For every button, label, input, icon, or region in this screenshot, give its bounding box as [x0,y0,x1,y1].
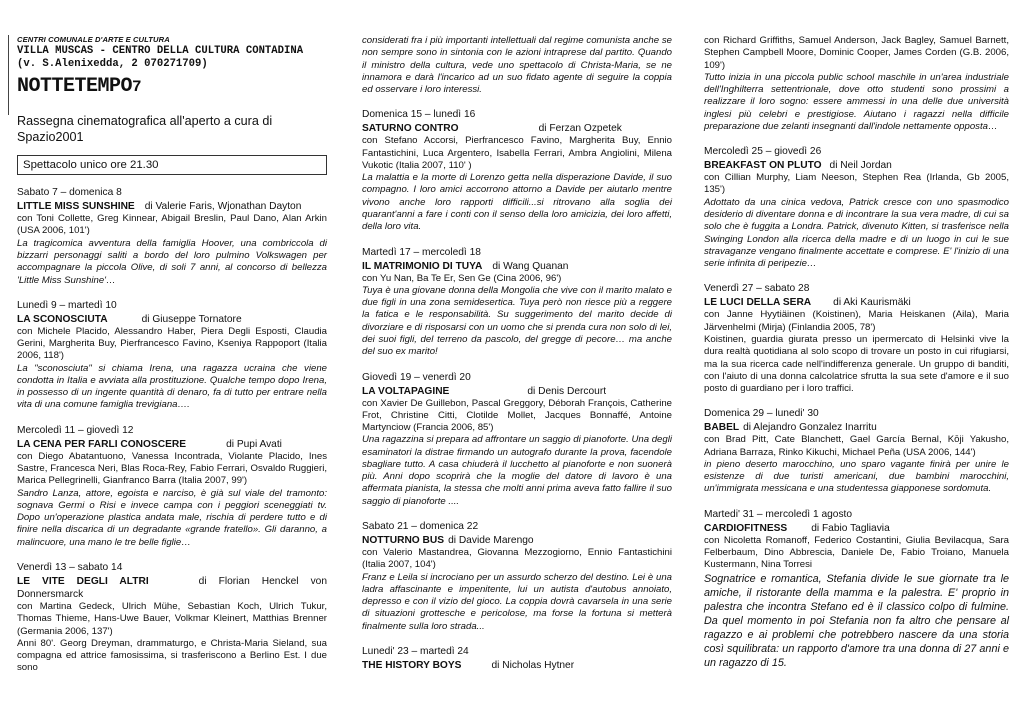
film-line [362,659,672,672]
film-director: di Valerie Faris, Wjonathan Dayton [144,201,302,213]
film-date: Venerdì 13 – sabato 14 [17,561,123,573]
film-cast: con Janne Hyytiäinen (Koistinen), Maria Heiskanen (Aila), Maria Järvenhelmi (Mirja) (Finlandia 2005, 78') [704,309,1009,333]
film-synopsis: Anni 80'. Georg Dreyman, drammaturgo, e Christa-Maria Sieland, sua compagna ed attrice famosissima, si trasferiscono a Berlino Est. I due sono [17,637,327,674]
film-director: di Alejandro Gonzalez Inarritu [743,422,877,434]
film-date: Martedì 17 – mercoledì 18 [362,246,481,258]
film-entry [362,645,672,672]
film-synopsis: in pieno deserto marocchino, uno sparo vagante finirà per unire le esistenze di due turisti americani, due bambini marocchini, un'immigrata messicana e una studentessa giapponese sordomuta. [704,458,1009,495]
film-entry [362,108,672,233]
film-date: Sabato 21 – domenica 22 [362,520,479,532]
film-director: di Ferzan Ozpetek [538,123,622,135]
film-synopsis: Una ragazzina si prepara ad affrontare un saggio di pianoforte. Una degli esaminatori la distrae firmando un autografo durante la prova, facendole sbagliare tutto. A casa chiuderà il lucchetto al pianoforte e non suonerà più. Anni dopo scoprirà che la moglie del datore di lavoro è una affermata pianista, la stessa che molti anni prima aveva fatto fallire il suo saggio di pianoforte .... [362,434,672,507]
film-date: Domenica 15 – lunedì 16 [362,109,476,121]
film-line [362,260,672,273]
film-date: Giovedì 19 – venerdì 20 [362,371,471,383]
showtime-box: Spettacolo unico ore 21.30 [17,155,327,176]
film-date: Lunedì 9 – martedì 10 [17,299,117,311]
film-cast: con Yu Nan, Ba Te Er, Sen Ge (Cina 2006, 96') [362,272,562,284]
brand-year: 7 [132,78,142,97]
film-line [362,534,672,547]
film-synopsis: La "sconosciuta" si chiama Irena, una ragazza ucraina che viene condotta in Italia e avviata alla prostituzione. Qualche tempo dopo Irena, in possesso di un ingente quantità di denaro, fa di tutto per entrare nella vita di una comune famiglia trevigiana…. [17,362,327,411]
column-2 [362,35,672,684]
film-cast: con Nicoletta Romanoff, Federico Costantini, Giulia Bevilacqua, Sara Felberbaum, Dino Abbrescia, Daniele De, Fabio Troiano, Manuela Kustermann, Nina Torresi [704,534,1009,571]
film-title: SATURNO CONTRO [362,123,459,135]
column-1 [17,35,327,687]
film-cast: con Stefano Accorsi, Pierfrancesco Favino, Margherita Buy, Ennio Fantastichini, Luca Argentero, Isabella Ferrari, Ambra Angiolini, Milena Vukotic (Italia 2007, 110' ) [362,135,672,171]
film-entry [362,371,672,508]
film-line [704,159,1009,172]
film-synopsis: La tragicomica avventura della famiglia Hoover, una combriccola di bizzarri personaggi saliti a bordo del loro pulmino Volkswagen per accompagnare la piccola Olive, di soli 7 anni, al concorso di bellezza 'Little Miss Sunshine'… [17,237,327,286]
film-director: di Wang Quanan [492,260,569,272]
venue-name: VILLA MUSCAS - CENTRO DELLA CULTURA CONTADINA (v. S.Alenixedda, 2 070271709) [17,44,304,70]
film-cast: con Cillian Murphy, Liam Neeson, Stephen Rea (Irlanda, Gb 2005, 135') [704,172,1009,196]
film-synopsis-continued: considerati fra i più importanti intellettuali dal regime comunista anche se non sempre sono in sintonia con le azioni intraprese dal partito. Quando il ministro della cultura, vede uno spettacolo di Christa-Maria, se ne innamora e darà l'incarico ad un suo fidato agente di seguire la coppia ed osservare i loro interessi. [362,35,672,96]
film-cast: con Michele Placido, Alessandro Haber, Piera Degli Esposti, Claudia Gerini, Margherita Buy, Pierfrancesco Favino, Kseniya Rappoport (Italia 2006, 118') [17,325,327,362]
film-title: LE LUCI DELLA SERA [704,297,812,309]
film-title: LE VITE DEGLI ALTRI [17,576,149,587]
film-entry [362,246,672,359]
film-cast: con Valerio Mastandrea, Giovanna Mezzogiorno, Ennio Fantastichini (Italia 2007, 104') [362,547,672,571]
film-date: Lunedi' 23 – martedì 24 [362,645,469,657]
film-cast: con Diego Abatantuono, Vanessa Incontrada, Violante Placido, Ines Sastre, Francesca Neri, Blas Roca-Rey, Fabio Ferrari, Osvaldo Ruggieri, Marica Pellegrinelli, Gianfranco Barra (Italia 2007, 99') [17,450,327,487]
film-title: IL MATRIMONIO DI TUYA [362,260,483,272]
film-title: CARDIOFITNESS [704,522,788,534]
film-line [362,122,672,135]
film-director: di Pupi Avati [226,438,282,450]
intro-text: Rassegna cinematografica all'aperto a cura di Spazio2001 [17,113,273,145]
film-title: LA SCONOSCIUTA [17,313,108,325]
film-line [17,575,327,601]
film-director: di Giuseppe Tornatore [141,313,242,325]
film-title: BABEL [704,422,740,434]
film-director: di Nicholas Hytner [491,659,575,671]
film-synopsis: Franz e Leila si incrociano per un assurdo scherzo del destino. Lei è una ladra affascinante e impenitente, lui un autista d'autobus annoiato, depresso e con il vizio del gioco. La coppia dovrà cavarsela in una serie di situazioni grottesche e pericolose, ma forse la fortuna si metterà finalmente sulla loro strada... [362,571,672,632]
film-synopsis: Adottato da una cinica vedova, Patrick cresce con uno spasmodico desiderio di diventare donna e di incontrare la sua vera madre, di cui sa solo che è fuggita a Londra. Patrick, divenuto Kitten, si trasferisce nella Swinging London alla ricerca della madre e di un luogo in cui le sue stravaganze vengano finalmente accettate e comprese. E' l'inizio di una serie infinita di peripezie… [704,196,1009,270]
film-entry [704,282,1009,395]
film-title: LITTLE MISS SUNSHINE [17,201,135,213]
film-director: di Fabio Tagliavia [811,522,890,534]
brand-name: NOTTETEMPO [17,75,133,99]
film-cast: con Brad Pitt, Cate Blanchett, Gael García Bernal, Kōji Yakusho, Adriana Barraza, Rinko Kikuchi, Michael Peña (USA 2006, 144') [704,434,1009,458]
film-line [17,438,327,451]
header-rule [8,35,9,115]
film-cast: con Toni Collette, Greg Kinnear, Abigail Breslin, Paul Dano, Alan Arkin (USA 2006, 101') [17,213,327,237]
film-title: LA VOLTAPAGINE [362,385,450,397]
film-line [704,522,1009,535]
film-synopsis: Koistinen, guardia giurata presso un ipermercato di Helsinki vive la dura realtà quotidiana al solo scopo di trovare un posto in cui rifugiarsi, ma la sua ricerca cade nell'indifferenza generale. Un gruppo di banditi, con l'aiuto di una donna calcolatrice sfrutta la sua sete d'amore e il suo posto di guardiano per i loro traffici. [704,333,1009,395]
film-entry [17,186,327,287]
film-entry-continued [704,35,1009,133]
film-entry [704,145,1009,270]
film-entry [704,508,1009,670]
film-line [17,313,327,326]
film-director: di Neil Jordan [829,160,892,172]
film-date: Mercoledì 25 – giovedì 26 [704,146,822,158]
film-cast: con Martina Gedeck, Ulrich Mühe, Sebastian Koch, Ulrich Tukur, Thomas Thieme, Hans-Uwe Bauer, Volkmar Kleinert, Matthias Brenner (Germania 2006, 137') [17,601,327,637]
film-synopsis: La malattia e la morte di Lorenzo getta nella disperazione Davide, il suo compagno. I loro amici accorrono attorno a Davide per aiutarlo mentre vivono anche loro rapporti difficili...si ritrovano alla soglia dei quarant'anni a fare i conti con il senso della loro amicizia, dei loro affetti, della loro vita. [362,172,672,233]
film-entry [17,424,327,549]
film-director: di Davide Marengo [448,535,534,547]
org-line: CENTRI COMUNALE D'ARTE E CULTURA [17,35,170,44]
column-3 [704,35,1009,682]
film-date: Mercoledì 11 – giovedì 12 [17,424,134,436]
film-date: Domenica 29 – lunedi' 30 [704,408,819,420]
film-cast-continued: con Richard Griffiths, Samuel Anderson, Jack Bagley, Samuel Barnett, Stephen Campbell Moore, Dominic Cooper, James Corden (G.B. 2006, 109') [704,35,1009,71]
film-date: Venerdì 27 – sabato 28 [704,283,810,295]
film-synopsis: Tuya è una giovane donna della Mongolia che vive con il marito malato e due figli in una zona semidesertica. Tuya però non riesce più a reggere la fatica e le responsabilità. Su suggerimento del marito decide di divorziare e di risposarsi con un uomo che si prenda cura non solo di lei, dei suoi figli, del terreno da pascolo, del gregge di pecore… ma anche del suo ex marito! [362,284,672,358]
film-entry [704,407,1009,495]
film-synopsis: Sandro Lanza, attore, egoista e narciso, è già sul viale del tramonto: sognava Germi o Risi e invece campa con i peggiori sceneggiati tv. Dopo un'operazione plastica andata male, rischia di perdere tutto e di finire nella discarica di un degradante «grande fratello». Gli daranno, a malincuore, una mano le tre belle figlie… [17,487,327,548]
film-line [704,421,1009,434]
film-cast: con Xavier De Guillebon, Pascal Greggory, Déborah François, Catherine Frot, Christine Citti, Clotilde Mollet, Jacques Bonnaffé, Antoine Martynciow (Francia 2006, 85') [362,397,672,434]
film-line [362,385,672,398]
film-line [704,296,1009,309]
brand-title [17,74,327,100]
film-title: NOTTURNO BUS [362,535,445,547]
film-director: di Denis Dercourt [527,385,607,397]
film-entry [17,561,327,675]
film-title: THE HISTORY BOYS [362,659,462,671]
film-entry-continued [362,35,672,96]
film-entry [17,299,327,412]
film-entry [362,520,672,633]
film-title: BREAKFAST ON PLUTO [704,160,822,172]
film-director: di Aki Kaurismäki [833,297,911,309]
film-director: di Florian Henckel von Donnersmarck [17,576,327,601]
film-synopsis-continued: Tutto inizia in una piccola public school maschile in un'area industriale dell'Inghilterra settentrionale, dove otto studenti sono prossimi a realizzare il loro sogno: essere ammessi in una delle due università inglesi più celebri e prestigiose. Aiutano i ragazzi nella difficile preparazione due zelanti insegnanti dall'indole nettamente opposta… [704,71,1009,132]
film-title: LA CENA PER FARLI CONOSCERE [17,438,187,450]
film-line [17,200,327,213]
film-synopsis: Sognatrice e romantica, Stefania divide le sue giornate tra le amiche, il ristorante della mamma e la palestra. E' proprio in palestra che incontra Stefano ed è il classico colpo di fulmine. Da quel momento in poi Stefania non fa altro che pensare al ragazzo e ai problemi che potrebbero nascere da una storia così squilibrata: un rapporto d'amore tra una donna di 27 anni e un ragazzo di 15. [704,572,1009,669]
film-date: Martedi' 31 – mercoledì 1 agosto [704,508,853,520]
film-date: Sabato 7 – domenica 8 [17,187,122,199]
